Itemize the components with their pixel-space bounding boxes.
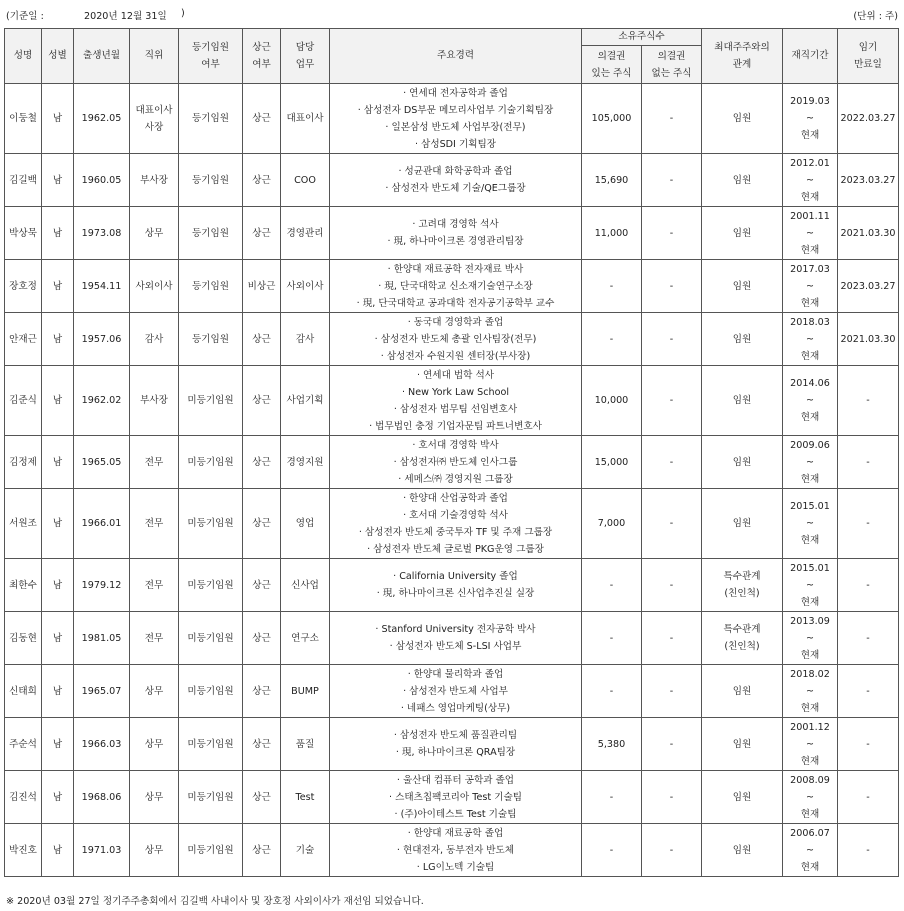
cell-position: 전무 (130, 612, 179, 665)
career-line: · 삼성전자 반도체 총괄 인사팀장(전무) (330, 331, 581, 348)
cell-position: 부사장 (130, 366, 179, 436)
cell-tenure: 2001.12 ~ 현재 (783, 718, 838, 771)
cell-fulltime: 상근 (243, 489, 281, 559)
table-row (5, 260, 899, 313)
cell-relation: 임원 (702, 313, 783, 366)
cell-tenure: 2019.03 ~ 현재 (783, 84, 838, 154)
cell-expiry: - (838, 612, 899, 665)
cell-career (330, 366, 582, 436)
cell-duty: 감사 (281, 313, 330, 366)
cell-fulltime: 상근 (243, 559, 281, 612)
cell-birth: 1968.06 (74, 771, 130, 824)
cell-tenure: 2017.03 ~ 현재 (783, 260, 838, 313)
cell-registered: 미등기임원 (179, 824, 243, 877)
cell-gender: 남 (42, 824, 74, 877)
cell-tenure: 2008.09 ~ 현재 (783, 771, 838, 824)
header-gender: 성별 (42, 29, 74, 84)
cell-duty: 대표이사 (281, 84, 330, 154)
cell-position: 감사 (130, 313, 179, 366)
cell-relation: 임원 (702, 718, 783, 771)
cell-gender: 남 (42, 718, 74, 771)
cell-expiry: 2021.03.30 (838, 313, 899, 366)
cell-relation: 임원 (702, 489, 783, 559)
cell-shares-voting: 10,000 (582, 366, 642, 436)
header-shares: 소유주식수 (582, 29, 702, 46)
cell-expiry: - (838, 489, 899, 559)
cell-relation: 임원 (702, 84, 783, 154)
career-line: · 법무법인 충정 기업자문팀 파트너변호사 (330, 418, 581, 435)
cell-position: 전무 (130, 489, 179, 559)
career-line: · 삼성전자 반도체 중국투자 TF 및 주재 그룹장 (330, 524, 581, 541)
cell-career (330, 207, 582, 260)
cell-name: 신태희 (5, 665, 42, 718)
cell-duty: BUMP (281, 665, 330, 718)
header-expiry: 임기 만료일 (838, 29, 899, 84)
cell-career (330, 559, 582, 612)
cell-registered: 등기임원 (179, 84, 243, 154)
cell-position: 상무 (130, 207, 179, 260)
career-line: · 現, 하나마이크론 신사업추진실 실장 (330, 585, 581, 602)
cell-name: 이둥철 (5, 84, 42, 154)
cell-name: 김길백 (5, 154, 42, 207)
table-row (5, 207, 899, 260)
footnote: ※ 2020년 03월 27일 정기주주총회에서 김길백 사내이사 및 장호정 사외이사가 재선임 되었습니다. (6, 896, 424, 907)
cell-fulltime: 상근 (243, 718, 281, 771)
cell-fulltime: 상근 (243, 665, 281, 718)
cell-duty: COO (281, 154, 330, 207)
cell-name: 장호정 (5, 260, 42, 313)
cell-expiry: - (838, 436, 899, 489)
cell-gender: 남 (42, 665, 74, 718)
cell-birth: 1962.02 (74, 366, 130, 436)
cell-shares-voting: - (582, 313, 642, 366)
cell-gender: 남 (42, 260, 74, 313)
table-row (5, 559, 899, 612)
cell-duty: 사업기획 (281, 366, 330, 436)
cell-career (330, 718, 582, 771)
career-line: · 삼성전자 DS부문 메모리사업부 기술기획팀장 (330, 102, 581, 119)
cell-name: 김동현 (5, 612, 42, 665)
career-line: · 호서대 기술경영학 석사 (330, 507, 581, 524)
cell-shares-nonvoting: - (642, 436, 702, 489)
career-line: · 삼성전자 반도체 S-LSI 사업부 (330, 638, 581, 655)
cell-position: 부사장 (130, 154, 179, 207)
cell-career (330, 771, 582, 824)
cell-shares-voting: - (582, 612, 642, 665)
cell-registered: 등기임원 (179, 207, 243, 260)
career-line: · 삼성전자 법무팀 선임변호사 (330, 401, 581, 418)
cell-name: 김준식 (5, 366, 42, 436)
cell-registered: 등기임원 (179, 154, 243, 207)
cell-registered: 미등기임원 (179, 612, 243, 665)
header-tenure: 재직기간 (783, 29, 838, 84)
career-line: · 스태츠칩팩코리아 Test 기술팀 (330, 789, 581, 806)
table-row (5, 489, 899, 559)
cell-expiry: - (838, 771, 899, 824)
cell-fulltime: 상근 (243, 366, 281, 436)
career-line: · 삼성전자 반도체 기술/QE그룹장 (330, 180, 581, 197)
header-birth: 출생년월 (74, 29, 130, 84)
cell-gender: 남 (42, 154, 74, 207)
cell-shares-nonvoting: - (642, 718, 702, 771)
cell-tenure: 2018.03 ~ 현재 (783, 313, 838, 366)
cell-birth: 1965.05 (74, 436, 130, 489)
cell-position: 상무 (130, 718, 179, 771)
cell-tenure: 2009.06 ~ 현재 (783, 436, 838, 489)
header-duty: 담당 업무 (281, 29, 330, 84)
cell-birth: 1960.05 (74, 154, 130, 207)
career-line: · 現, 단국대학교 공과대학 전자공기공학부 교수 (330, 295, 581, 312)
table-row (5, 436, 899, 489)
cell-shares-voting: 105,000 (582, 84, 642, 154)
cell-birth: 1973.08 (74, 207, 130, 260)
cell-position: 사외이사 (130, 260, 179, 313)
cell-registered: 미등기임원 (179, 718, 243, 771)
cell-career (330, 489, 582, 559)
cell-duty: 품질 (281, 718, 330, 771)
cell-expiry: - (838, 559, 899, 612)
cell-gender: 남 (42, 84, 74, 154)
cell-gender: 남 (42, 207, 74, 260)
cell-shares-voting: 11,000 (582, 207, 642, 260)
career-line: · 삼성전자 반도체 사업부 (330, 683, 581, 700)
executives-table-body (5, 84, 899, 877)
cell-shares-voting: - (582, 260, 642, 313)
cell-shares-voting: - (582, 665, 642, 718)
cell-duty: 경영관리 (281, 207, 330, 260)
cell-duty: 연구소 (281, 612, 330, 665)
cell-name: 서원조 (5, 489, 42, 559)
career-line: · 한양대 재료공학 졸업 (330, 825, 581, 842)
cell-name: 박진호 (5, 824, 42, 877)
cell-birth: 1954.11 (74, 260, 130, 313)
career-line: · 現, 하나마이크론 QRA팀장 (330, 744, 581, 761)
career-line: · 삼성전자 반도체 글로벌 PKG운영 그룹장 (330, 541, 581, 558)
cell-gender: 남 (42, 612, 74, 665)
cell-fulltime: 상근 (243, 313, 281, 366)
cell-name: 주순석 (5, 718, 42, 771)
base-date-close: ) (181, 8, 185, 19)
cell-relation: 특수관계 (친인척) (702, 559, 783, 612)
cell-tenure: 2018.02 ~ 현재 (783, 665, 838, 718)
cell-relation: 임원 (702, 366, 783, 436)
cell-career (330, 612, 582, 665)
unit-label: (단위 : 주) (853, 11, 898, 22)
career-line: · 연세대 전자공학과 졸업 (330, 85, 581, 102)
cell-fulltime: 비상근 (243, 260, 281, 313)
header-career: 주요경력 (330, 29, 582, 84)
cell-fulltime: 상근 (243, 436, 281, 489)
cell-birth: 1957.06 (74, 313, 130, 366)
cell-name: 박상묵 (5, 207, 42, 260)
career-line: · Stanford University 전자공학 박사 (330, 621, 581, 638)
cell-relation: 임원 (702, 207, 783, 260)
career-line: · 現, 단국대학교 신소재기술연구소장 (330, 278, 581, 295)
cell-registered: 미등기임원 (179, 436, 243, 489)
base-date: 2020년 12월 31일 (84, 11, 167, 22)
cell-career (330, 260, 582, 313)
cell-gender: 남 (42, 366, 74, 436)
cell-expiry: 2023.03.27 (838, 154, 899, 207)
career-line: · 울산대 컴퓨터 공학과 졸업 (330, 772, 581, 789)
table-row (5, 313, 899, 366)
career-line: · 동국대 경영학과 졸업 (330, 314, 581, 331)
cell-position: 대표이사 사장 (130, 84, 179, 154)
cell-registered: 미등기임원 (179, 665, 243, 718)
cell-tenure: 2012.01 ~ 현재 (783, 154, 838, 207)
cell-shares-nonvoting: - (642, 824, 702, 877)
career-line: · 삼성전자㈜ 반도체 인사그룹 (330, 454, 581, 471)
cell-relation: 임원 (702, 436, 783, 489)
cell-duty: 신사업 (281, 559, 330, 612)
cell-career (330, 84, 582, 154)
career-line: · 네패스 영업마케팅(상무) (330, 700, 581, 717)
cell-expiry: 2021.03.30 (838, 207, 899, 260)
cell-shares-voting: 5,380 (582, 718, 642, 771)
cell-shares-nonvoting: - (642, 313, 702, 366)
table-row (5, 771, 899, 824)
cell-expiry: - (838, 366, 899, 436)
cell-tenure: 2006.07 ~ 현재 (783, 824, 838, 877)
cell-registered: 미등기임원 (179, 559, 243, 612)
cell-duty: Test (281, 771, 330, 824)
cell-relation: 임원 (702, 260, 783, 313)
cell-shares-voting: - (582, 559, 642, 612)
table-row (5, 718, 899, 771)
cell-birth: 1979.12 (74, 559, 130, 612)
table-row (5, 824, 899, 877)
cell-relation: 특수관계 (친인척) (702, 612, 783, 665)
cell-shares-nonvoting: - (642, 260, 702, 313)
career-line: · 한양대 재료공학 전자재료 박사 (330, 261, 581, 278)
cell-relation: 임원 (702, 771, 783, 824)
cell-shares-nonvoting: - (642, 771, 702, 824)
career-line: · 한양대 산업공학과 졸업 (330, 490, 581, 507)
career-line: · 세메스㈜ 경영지원 그룹장 (330, 471, 581, 488)
career-line: · 삼성전자 수원지원 센터장(부사장) (330, 348, 581, 365)
career-line: · 現, 하나마이크론 경영관리팀장 (330, 233, 581, 250)
cell-gender: 남 (42, 313, 74, 366)
header-relation: 최대주주와의 관계 (702, 29, 783, 84)
cell-tenure: 2014.06 ~ 현재 (783, 366, 838, 436)
cell-shares-voting: - (582, 771, 642, 824)
base-date-label: (기준일 : (6, 11, 44, 22)
header-registered: 등기임원 여부 (179, 29, 243, 84)
cell-birth: 1965.07 (74, 665, 130, 718)
cell-career (330, 824, 582, 877)
cell-duty: 영업 (281, 489, 330, 559)
career-line: · 현대전자, 동부전자 반도체 (330, 842, 581, 859)
cell-career (330, 313, 582, 366)
cell-birth: 1966.01 (74, 489, 130, 559)
cell-expiry: 2022.03.27 (838, 84, 899, 154)
table-row (5, 154, 899, 207)
career-line: · 삼성SDI 기획팀장 (330, 136, 581, 153)
career-line: · (주)아이테스트 Test 기술팀 (330, 806, 581, 823)
cell-registered: 등기임원 (179, 260, 243, 313)
cell-shares-nonvoting: - (642, 665, 702, 718)
cell-fulltime: 상근 (243, 154, 281, 207)
cell-position: 상무 (130, 824, 179, 877)
table-row (5, 84, 899, 154)
cell-registered: 미등기임원 (179, 366, 243, 436)
cell-tenure: 2015.01 ~ 현재 (783, 489, 838, 559)
cell-name: 최한수 (5, 559, 42, 612)
career-line: · New York Law School (330, 384, 581, 401)
cell-career (330, 436, 582, 489)
cell-position: 상무 (130, 771, 179, 824)
career-line: · 삼성전자 반도체 품질관리팀 (330, 727, 581, 744)
cell-registered: 미등기임원 (179, 771, 243, 824)
table-row (5, 612, 899, 665)
cell-name: 김정제 (5, 436, 42, 489)
career-line: · 한양대 물리학과 졸업 (330, 666, 581, 683)
cell-gender: 남 (42, 559, 74, 612)
cell-shares-nonvoting: - (642, 207, 702, 260)
header-shares-voting: 의결권 있는 주식 (582, 46, 642, 84)
cell-relation: 임원 (702, 154, 783, 207)
cell-fulltime: 상근 (243, 771, 281, 824)
cell-position: 상무 (130, 665, 179, 718)
cell-birth: 1981.05 (74, 612, 130, 665)
cell-expiry: - (838, 718, 899, 771)
career-line: · LG이노텍 기술팀 (330, 859, 581, 876)
cell-gender: 남 (42, 771, 74, 824)
career-line: · 고려대 경영학 석사 (330, 216, 581, 233)
cell-shares-voting: 15,000 (582, 436, 642, 489)
table-row (5, 366, 899, 436)
cell-birth: 1966.03 (74, 718, 130, 771)
cell-gender: 남 (42, 436, 74, 489)
cell-shares-nonvoting: - (642, 84, 702, 154)
cell-relation: 임원 (702, 824, 783, 877)
career-line: · 성균관대 화학공학과 졸업 (330, 163, 581, 180)
career-line: · 연세대 법학 석사 (330, 367, 581, 384)
cell-shares-nonvoting: - (642, 366, 702, 436)
career-line: · 호서대 경영학 박사 (330, 437, 581, 454)
cell-career (330, 154, 582, 207)
cell-shares-voting: 7,000 (582, 489, 642, 559)
cell-career (330, 665, 582, 718)
header-position: 직위 (130, 29, 179, 84)
cell-relation: 임원 (702, 665, 783, 718)
cell-fulltime: 상근 (243, 824, 281, 877)
career-line: · California University 졸업 (330, 568, 581, 585)
cell-fulltime: 상근 (243, 207, 281, 260)
cell-shares-nonvoting: - (642, 612, 702, 665)
cell-shares-nonvoting: - (642, 489, 702, 559)
header-shares-nonvoting: 의결권 없는 주식 (642, 46, 702, 84)
cell-birth: 1962.05 (74, 84, 130, 154)
cell-position: 전무 (130, 436, 179, 489)
header-name: 성명 (5, 29, 42, 84)
cell-expiry: - (838, 665, 899, 718)
cell-tenure: 2015.01 ~ 현재 (783, 559, 838, 612)
cell-registered: 미등기임원 (179, 489, 243, 559)
cell-shares-nonvoting: - (642, 559, 702, 612)
cell-registered: 등기임원 (179, 313, 243, 366)
table-meta (6, 8, 898, 22)
cell-fulltime: 상근 (243, 84, 281, 154)
cell-duty: 사외이사 (281, 260, 330, 313)
cell-duty: 기술 (281, 824, 330, 877)
cell-position: 전무 (130, 559, 179, 612)
cell-expiry: - (838, 824, 899, 877)
career-line: · 일본삼성 반도체 사업부장(전무) (330, 119, 581, 136)
cell-fulltime: 상근 (243, 612, 281, 665)
table-row (5, 665, 899, 718)
cell-expiry: 2023.03.27 (838, 260, 899, 313)
cell-tenure: 2013.09 ~ 현재 (783, 612, 838, 665)
cell-name: 김진석 (5, 771, 42, 824)
cell-shares-voting: - (582, 824, 642, 877)
cell-shares-nonvoting: - (642, 154, 702, 207)
cell-gender: 남 (42, 489, 74, 559)
cell-birth: 1971.03 (74, 824, 130, 877)
cell-tenure: 2001.11 ~ 현재 (783, 207, 838, 260)
cell-duty: 경영지원 (281, 436, 330, 489)
cell-name: 안재근 (5, 313, 42, 366)
header-fulltime: 상근 여부 (243, 29, 281, 84)
cell-shares-voting: 15,690 (582, 154, 642, 207)
executives-table (4, 28, 899, 877)
